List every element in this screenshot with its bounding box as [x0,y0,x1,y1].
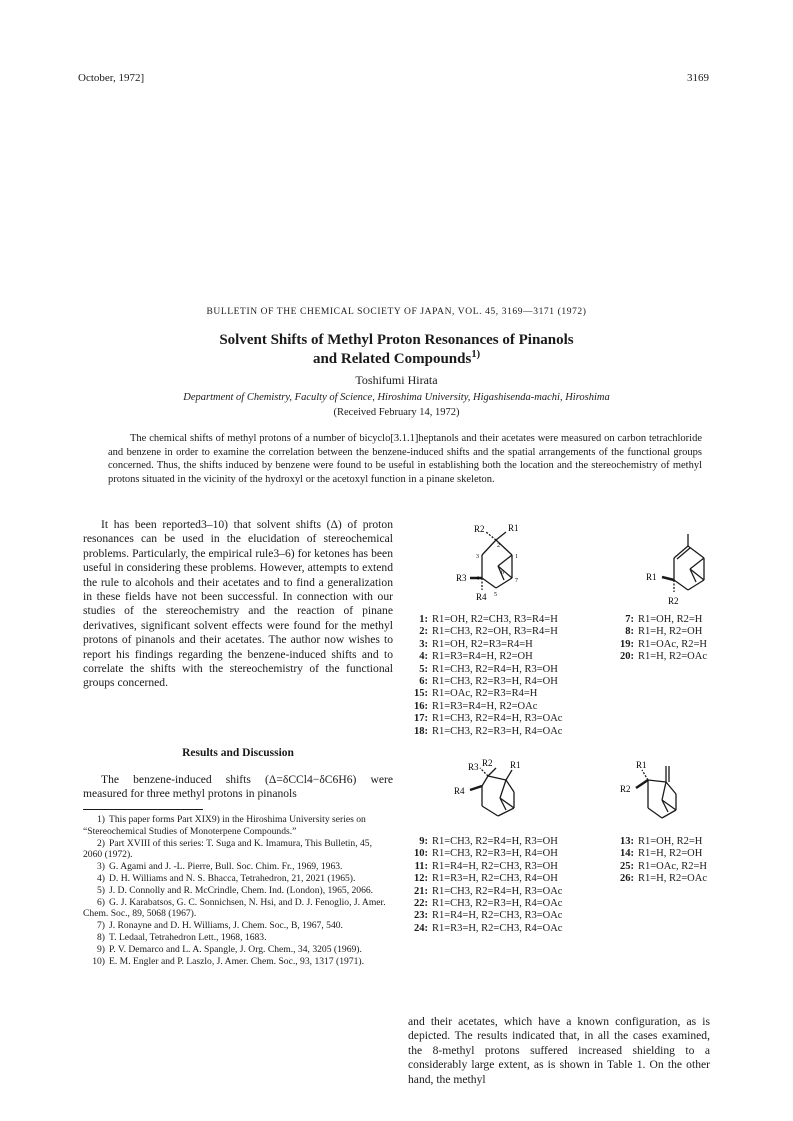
compound-entry: 24: R1=R3=H, R2=CH3, R4=OAc [414,922,563,934]
atom-number: 4 [476,576,479,582]
author-name: Toshifumi Hirata [355,373,438,387]
compound-entry: 22: R1=CH3, R2=R3=H, R4=OAc [414,898,563,910]
footnote: 10) E. M. Engler and P. Laszlo, J. Amer. Chem. Soc., 93, 1317 (1971). [92,955,365,967]
compound-entry: 15: R1=OAc, R2=R3=R4=H [414,688,538,700]
compound-entry: 26: R1=H, R2=OAc [620,873,708,885]
footnote: 9) P. V. Demarco and L. A. Spangle, J. Org. Chem., 34, 3205 (1969). [97,943,362,955]
compound-entry: 18: R1=CH3, R2=R3=H, R4=OAc [414,725,563,737]
compound-entry: 5: R1=CH3, R2=R4=H, R3=OH [419,663,558,675]
atom-number: 5 [494,592,497,598]
abstract: The chemical shifts of methyl protons of a number of bicyclo[3.1.1]heptanols and their acetates were measured on carbon tetrachloride and benzene in order to examine the correlation between the benzene-induced shifts and the spatial arrangements of the functional groups concerned. Thus, the shifts induced by benzene were found to be useful in establishing both the location and the stereochemistry of methyl protons situated in the vicinity of the hydroxyl or the acetoxyl function in a pinane skeleton. [108,433,702,485]
section-heading: Results and Discussion [182,747,294,759]
label-r3: R3 [468,762,479,772]
compound-entry: 12: R1=R3=H, R2=CH3, R4=OH [414,873,558,885]
structure-pinane-numbered [452,520,542,612]
footnotes [83,814,393,967]
compound-list-pinenols [612,614,707,664]
label-r2: R2 [474,524,485,534]
discussion-paragraph: and their acetates, which have a known configuration, as is depicted. The results indicated that, in all the cases examined, the 8-methyl protons suffered increased shielding to a considerably large extent, as is shown in Table 1. On the other hand, the methyl [408,1015,710,1086]
label-r3: R3 [456,573,467,583]
running-header-date: October, 1972] [78,72,145,84]
compound-entry: 4: R1=R3=R4=H, R2=OH [419,651,533,663]
compound-entry: 3: R1=OH, R2=R3=R4=H [419,638,533,650]
compound-entry: 13: R1=OH, R2=H [620,836,703,847]
title-line2-text: and Related Compounds [312,351,472,367]
compound-entry: 6: R1=CH3, R2=R3=H, R4=OH [419,676,558,688]
journal-citation: BULLETIN OF THE CHEMICAL SOCIETY OF JAPAN, VOL. 45, 3169—3171 (1972) [206,307,587,317]
compound-entry: 19: R1=OAc, R2=H [620,638,708,650]
compound-entry: 14: R1=H, R2=OH [620,848,703,860]
structure-pinene-alcohol [640,524,730,614]
results-paragraph: The benzene-induced shifts (Δ=δCCl4−δC6H6) were measured for three methyl protons in pinanols [83,773,393,801]
compound-entry: 7: R1=OH, R2=H [625,614,703,625]
compound-entry: 20: R1=H, R2=OAc [620,651,708,663]
label-r2: R2 [620,784,631,794]
introduction-paragraph: It has been reported3–10) that solvent shifts (Δ) of proton resonances can be used in the elucidation of stereochemical problems. Particularly, the empirical rule3–6) for ketones has been useful in considering these problems. However, attempts to extend the rule to alcohols and their acetates and to find a generalization in these fields have not been successful. In connection with our studies of the stereochemistry and the reaction of pinane derivatives, significant solvent effects were found for the methyl protons of pinanols and their acetates. The author now wishes to report his findings regarding the benzene-induced shifts and to correlate the shifts with the stereochemistry of the functional groups concerned. [83,518,393,690]
page-number: 3169 [687,72,709,84]
compound-list-pinanols-b [406,836,562,935]
label-r1: R1 [508,523,519,533]
footnote: 5) J. D. Connolly and R. McCrindle, Chem. Ind. (London), 1965, 2066. [97,884,374,896]
compound-entry: 23: R1=R4=H, R2=CH3, R3=OAc [414,910,563,922]
author-affiliation: Department of Chemistry, Faculty of Science, Hiroshima University, Higashisenda-machi, Hiroshima [183,392,610,403]
compound-entry: 17: R1=CH3, R2=R4=H, R3=OAc [414,713,563,725]
compound-list-exomethylene [612,836,707,886]
footnote: 2) Part XVIII of this series: T. Suga and K. Imamura, This Bulletin, 45, 2060 (1972). [83,837,372,861]
compound-entry: 8: R1=H, R2=OH [625,626,703,638]
label-r2: R2 [668,596,679,606]
compound-entry: 10: R1=CH3, R2=R3=H, R4=OH [414,848,558,860]
title-footnote-mark: 1) [471,349,481,360]
footnote: 6) G. J. Karabatsos, G. C. Sonnichsen, N. Hsi, and D. J. Fenoglio, J. Amer. Chem. Soc., 89, 5068 (1967). [83,896,386,920]
footnote-divider [83,809,203,810]
atom-number: 1 [515,554,518,560]
compound-entry: 11: R1=R4=H, R2=CH3, R3=OH [414,860,558,872]
label-r4: R4 [476,592,487,602]
atom-number: 3 [476,554,479,560]
compound-entry: 21: R1=CH3, R2=R4=H, R3=OAc [414,885,563,897]
label-r1: R1 [510,760,521,770]
footnote: 7) J. Ronayne and D. H. Williams, J. Chem. Soc., B, 1967, 540. [97,920,343,932]
label-r1: R1 [646,572,657,582]
atom-number: 6 [501,570,504,576]
atom-number: 7 [515,578,518,584]
footnote: 4) D. H. Williams and N. S. Bhacca, Tetrahedron, 21, 2021 (1965). [97,872,356,884]
label-r4: R4 [454,786,465,796]
structure-exomethylene [616,760,706,830]
compound-entry: 1: R1=OH, R2=CH3, R3=R4=H [419,614,558,625]
footnote: 8) T. Ledaal, Tetrahedron Lett., 1968, 1683. [97,931,267,943]
label-r2: R2 [482,758,493,768]
article-title-line1: Solvent Shifts of Methyl Proton Resonances of Pinanols [219,332,574,348]
compound-entry: 25: R1=OAc, R2=H [620,860,708,872]
label-r1: R1 [636,760,647,770]
footnote: 3) G. Agami and J. -L. Pierre, Bull. Soc. Chim. Fr., 1969, 1963. [97,861,343,873]
footnote: 1) This paper forms Part XIX9) in the Hiroshima University series on “Stereochemical Studies of Monoterpene Compounds.” [83,814,366,837]
compound-list-pinanols [406,614,562,738]
atom-number: 2 [497,543,500,549]
structure-pinane-tetrasubstituted [452,758,542,828]
received-date: (Received February 14, 1972) [333,407,460,418]
compound-entry: 2: R1=CH3, R2=OH, R3=R4=H [419,626,558,638]
article-title-line2 [0,350,793,369]
compound-entry: 16: R1=R3=R4=H, R2=OAc [414,700,538,712]
compound-entry: 9: R1=CH3, R2=R4=H, R3=OH [419,836,558,847]
